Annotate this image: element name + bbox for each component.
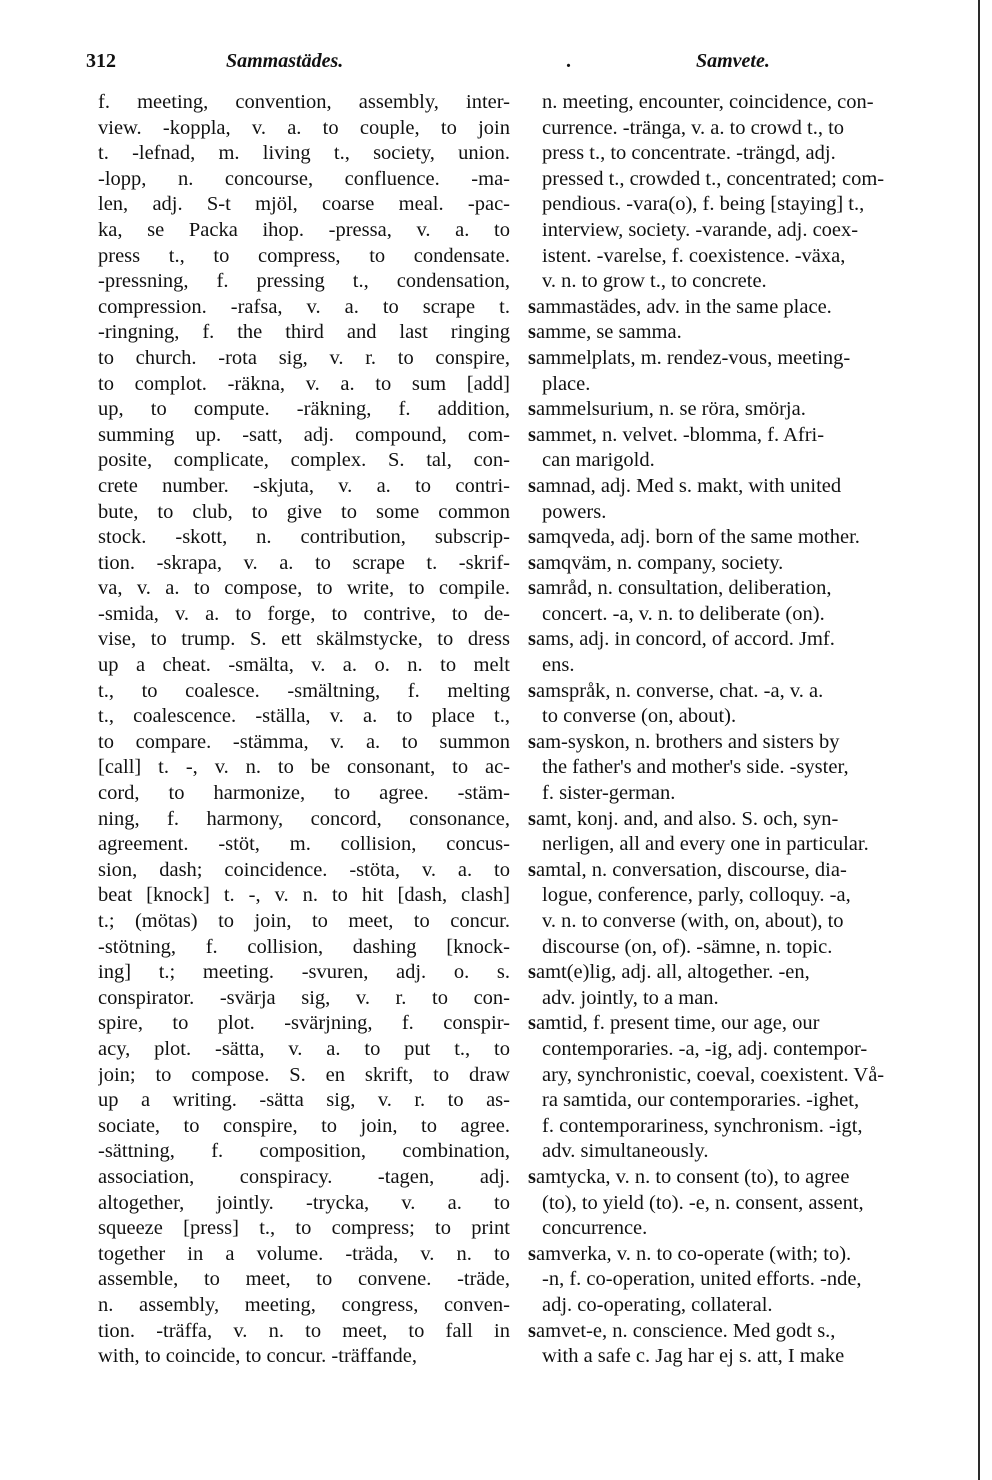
text-line: t., coalescence. -ställa, v. a. to place t., (98, 705, 510, 728)
text-line: ens. (542, 654, 575, 677)
text-line: pressed t., crowded t., concentrated; com- (542, 167, 885, 190)
text-line: ra samtida, our contemporaries. -ighet, (542, 1089, 860, 1112)
text-line: -stötning, f. collision, dashing [knock- (98, 935, 510, 958)
left-running-head: Sammastädes. (226, 50, 344, 72)
text-line: samtycka, v. n. to consent (to), to agree (528, 1165, 850, 1188)
page-header (0, 50, 992, 80)
text-line: can marigold. (542, 449, 655, 472)
text-line: samspråk, n. converse, chat. -a, v. a. (528, 679, 824, 702)
text-line: tion. -träffa, v. n. to meet, to fall in (98, 1319, 510, 1342)
text-line: compression. -rafsa, v. a. to scrape t. (98, 295, 510, 318)
text-line: sociate, to conspire, to join, to agree. (98, 1114, 510, 1137)
text-line: -smida, v. a. to forge, to contrive, to de- (98, 602, 510, 625)
text-line: conspirator. -svärja sig, v. r. to con- (98, 986, 510, 1009)
text-line: crete number. -skjuta, v. a. to contri- (98, 474, 510, 497)
text-line: samt, konj. and, and also. S. och, syn- (528, 807, 839, 830)
text-line: len, adj. S-t mjöl, coarse meal. -pac- (98, 193, 510, 216)
text-line: va, v. a. to compose, to write, to compile. (98, 577, 510, 600)
text-line: assemble, to meet, to convene. -träde, (98, 1268, 510, 1291)
text-line: t. -lefnad, m. living t., society, union. (98, 142, 510, 165)
text-line: press t., to concentrate. -trängd, adj. (542, 142, 836, 165)
text-line: spire, to plot. -svärjning, f. conspir- (98, 1012, 510, 1035)
text-line: (to), to yield (to). -e, n. consent, assent, (542, 1191, 864, 1214)
right-column (528, 90, 958, 1370)
text-line: -n, f. co-operation, united efforts. -nde, (542, 1268, 862, 1291)
text-line: posite, complicate, complex. S. tal, con- (98, 449, 510, 472)
text-line: press t., to compress, to condensate. (98, 244, 510, 267)
text-line: cord, to harmonize, to agree. -stäm- (98, 782, 510, 805)
text-line: acy, plot. -sätta, v. a. to put t., to (98, 1037, 510, 1060)
text-line: association, conspiracy. -tagen, adj. (98, 1165, 510, 1188)
header-center-mark: . (566, 50, 571, 72)
text-line: tion. -skrapa, v. a. to scrape t. -skrif- (98, 551, 510, 574)
page-edge-rule (978, 0, 980, 1480)
text-line: discourse (on, of). -sämne, n. topic. (542, 935, 833, 958)
text-line: bute, to club, to give to some common (98, 500, 510, 523)
text-line: concert. -a, v. n. to deliberate (on). (542, 602, 825, 625)
text-line: samqveda, adj. born of the same mother. (528, 526, 860, 549)
text-line: samvet-e, n. conscience. Med godt s., (528, 1319, 836, 1342)
text-line: contemporaries. -a, -ig, adj. contempor- (542, 1037, 868, 1060)
text-line: sammelsurium, n. se röra, smörja. (528, 398, 806, 421)
text-line: -pressning, f. pressing t., condensation, (98, 270, 510, 293)
text-line: to converse (on, about). (542, 705, 737, 728)
text-line: with, to coincide, to concur. -träffande, (98, 1345, 417, 1368)
text-line: samtid, f. present time, our age, our (528, 1012, 820, 1035)
text-line: together in a volume. -träda, v. n. to (98, 1242, 510, 1265)
text-line: to church. -rota sig, v. r. to conspire, (98, 346, 510, 369)
text-line: samtal, n. conversation, discourse, dia- (528, 858, 847, 881)
text-line: samverka, v. n. to co-operate (with; to). (528, 1242, 852, 1265)
text-line: summing up. -satt, adj. compound, com- (98, 423, 510, 446)
text-line: samråd, n. consultation, deliberation, (528, 577, 832, 600)
text-line: istent. -varelse, f. coexistence. -växa, (542, 244, 846, 267)
page-number: 312 (86, 50, 116, 72)
text-line: v. n. to converse (with, on, about), to (542, 910, 844, 932)
text-line: concurrence. (542, 1217, 648, 1240)
text-line: squeeze [press] t., to compress; to print (98, 1217, 510, 1240)
text-line: ary, synchronistic, coeval, coexistent. Vå- (542, 1063, 885, 1086)
text-line: [call] t. -, v. n. to be consonant, to ac- (98, 756, 510, 779)
text-line: with a safe c. Jag har ej s. att, I make (542, 1345, 845, 1368)
text-line: view. -koppla, v. a. to couple, to join (98, 116, 510, 139)
text-line: t., to coalesce. -smältning, f. melting (98, 679, 510, 702)
text-line: v. n. to grow t., to concrete. (542, 270, 767, 293)
text-line: up a writing. -sätta sig, v. r. to as- (98, 1089, 510, 1112)
text-line: ing] t.; meeting. -svuren, adj. o. s. (98, 961, 510, 984)
text-line: f. meeting, convention, assembly, inter- (98, 91, 510, 113)
text-line: altogether, jointly. -trycka, v. a. to (98, 1191, 510, 1214)
text-line: adv. simultaneously. (542, 1140, 709, 1163)
text-line: t.; (mötas) to join, to meet, to concur. (98, 910, 510, 932)
text-line: f. sister-german. (542, 782, 676, 805)
text-line: beat [knock] t. -, v. n. to hit [dash, clash] (98, 884, 510, 907)
text-line: -lopp, n. concourse, confluence. -ma- (98, 167, 510, 190)
text-line: interview, society. -varande, adj. coex- (542, 218, 859, 241)
text-line: -sättning, f. composition, combination, (98, 1140, 510, 1163)
text-line: up, to compute. -räkning, f. addition, (98, 398, 510, 421)
text-line: the father's and mother's side. -syster, (542, 756, 849, 779)
text-line: samnad, adj. Med s. makt, with united (528, 474, 842, 497)
text-line: agreement. -stöt, m. collision, concus- (98, 833, 510, 856)
text-line: powers. (542, 500, 607, 523)
text-line: place. (542, 372, 591, 395)
text-line: to complot. -räkna, v. a. to sum [add] (98, 372, 510, 395)
text-line: pendious. -vara(o), f. being [staying] t., (542, 193, 865, 216)
left-column (98, 90, 510, 1370)
text-line: join; to compose. S. en skrift, to draw (98, 1063, 510, 1086)
text-line: sams, adj. in concord, of accord. Jmf. (528, 628, 835, 651)
text-line: sammelplats, m. rendez-vous, meeting- (528, 346, 851, 369)
text-line: samqväm, n. company, society. (528, 551, 784, 574)
text-line: vise, to trump. S. ett skälmstycke, to dress (98, 628, 510, 651)
text-line: sion, dash; coincidence. -stöta, v. a. to (98, 858, 510, 881)
text-line: currence. -tränga, v. a. to crowd t., to (542, 116, 845, 139)
text-line: sammastädes, adv. in the same place. (528, 295, 832, 318)
text-line: adv. jointly, to a man. (542, 986, 719, 1009)
text-line: samt(e)lig, adj. all, altogether. -en, (528, 961, 810, 984)
text-line: to compare. -stämma, v. a. to summon (98, 730, 510, 753)
text-line: n. assembly, meeting, congress, conven- (98, 1293, 510, 1316)
text-line: ning, f. harmony, concord, consonance, (98, 807, 510, 830)
text-line: -ringning, f. the third and last ringing (98, 321, 510, 344)
text-line: samme, se samma. (528, 321, 682, 344)
text-line: adj. co-operating, collateral. (542, 1293, 773, 1316)
text-line: up a cheat. -smälta, v. a. o. n. to melt (98, 654, 510, 677)
text-line: nerligen, all and every one in particular. (542, 833, 869, 856)
text-line: stock. -skott, n. contribution, subscrip- (98, 526, 510, 549)
text-line: sam-syskon, n. brothers and sisters by (528, 730, 840, 753)
text-line: n. meeting, encounter, coincidence, con- (542, 91, 874, 113)
right-running-head: Samvete. (696, 50, 770, 72)
text-line: ka, se Packa ihop. -pressa, v. a. to (98, 218, 510, 241)
text-line: f. contemporariness, synchronism. -igt, (542, 1114, 863, 1137)
text-line: logue, conference, parly, colloquy. -a, (542, 884, 851, 907)
text-line: sammet, n. velvet. -blomma, f. Afri- (528, 423, 825, 446)
